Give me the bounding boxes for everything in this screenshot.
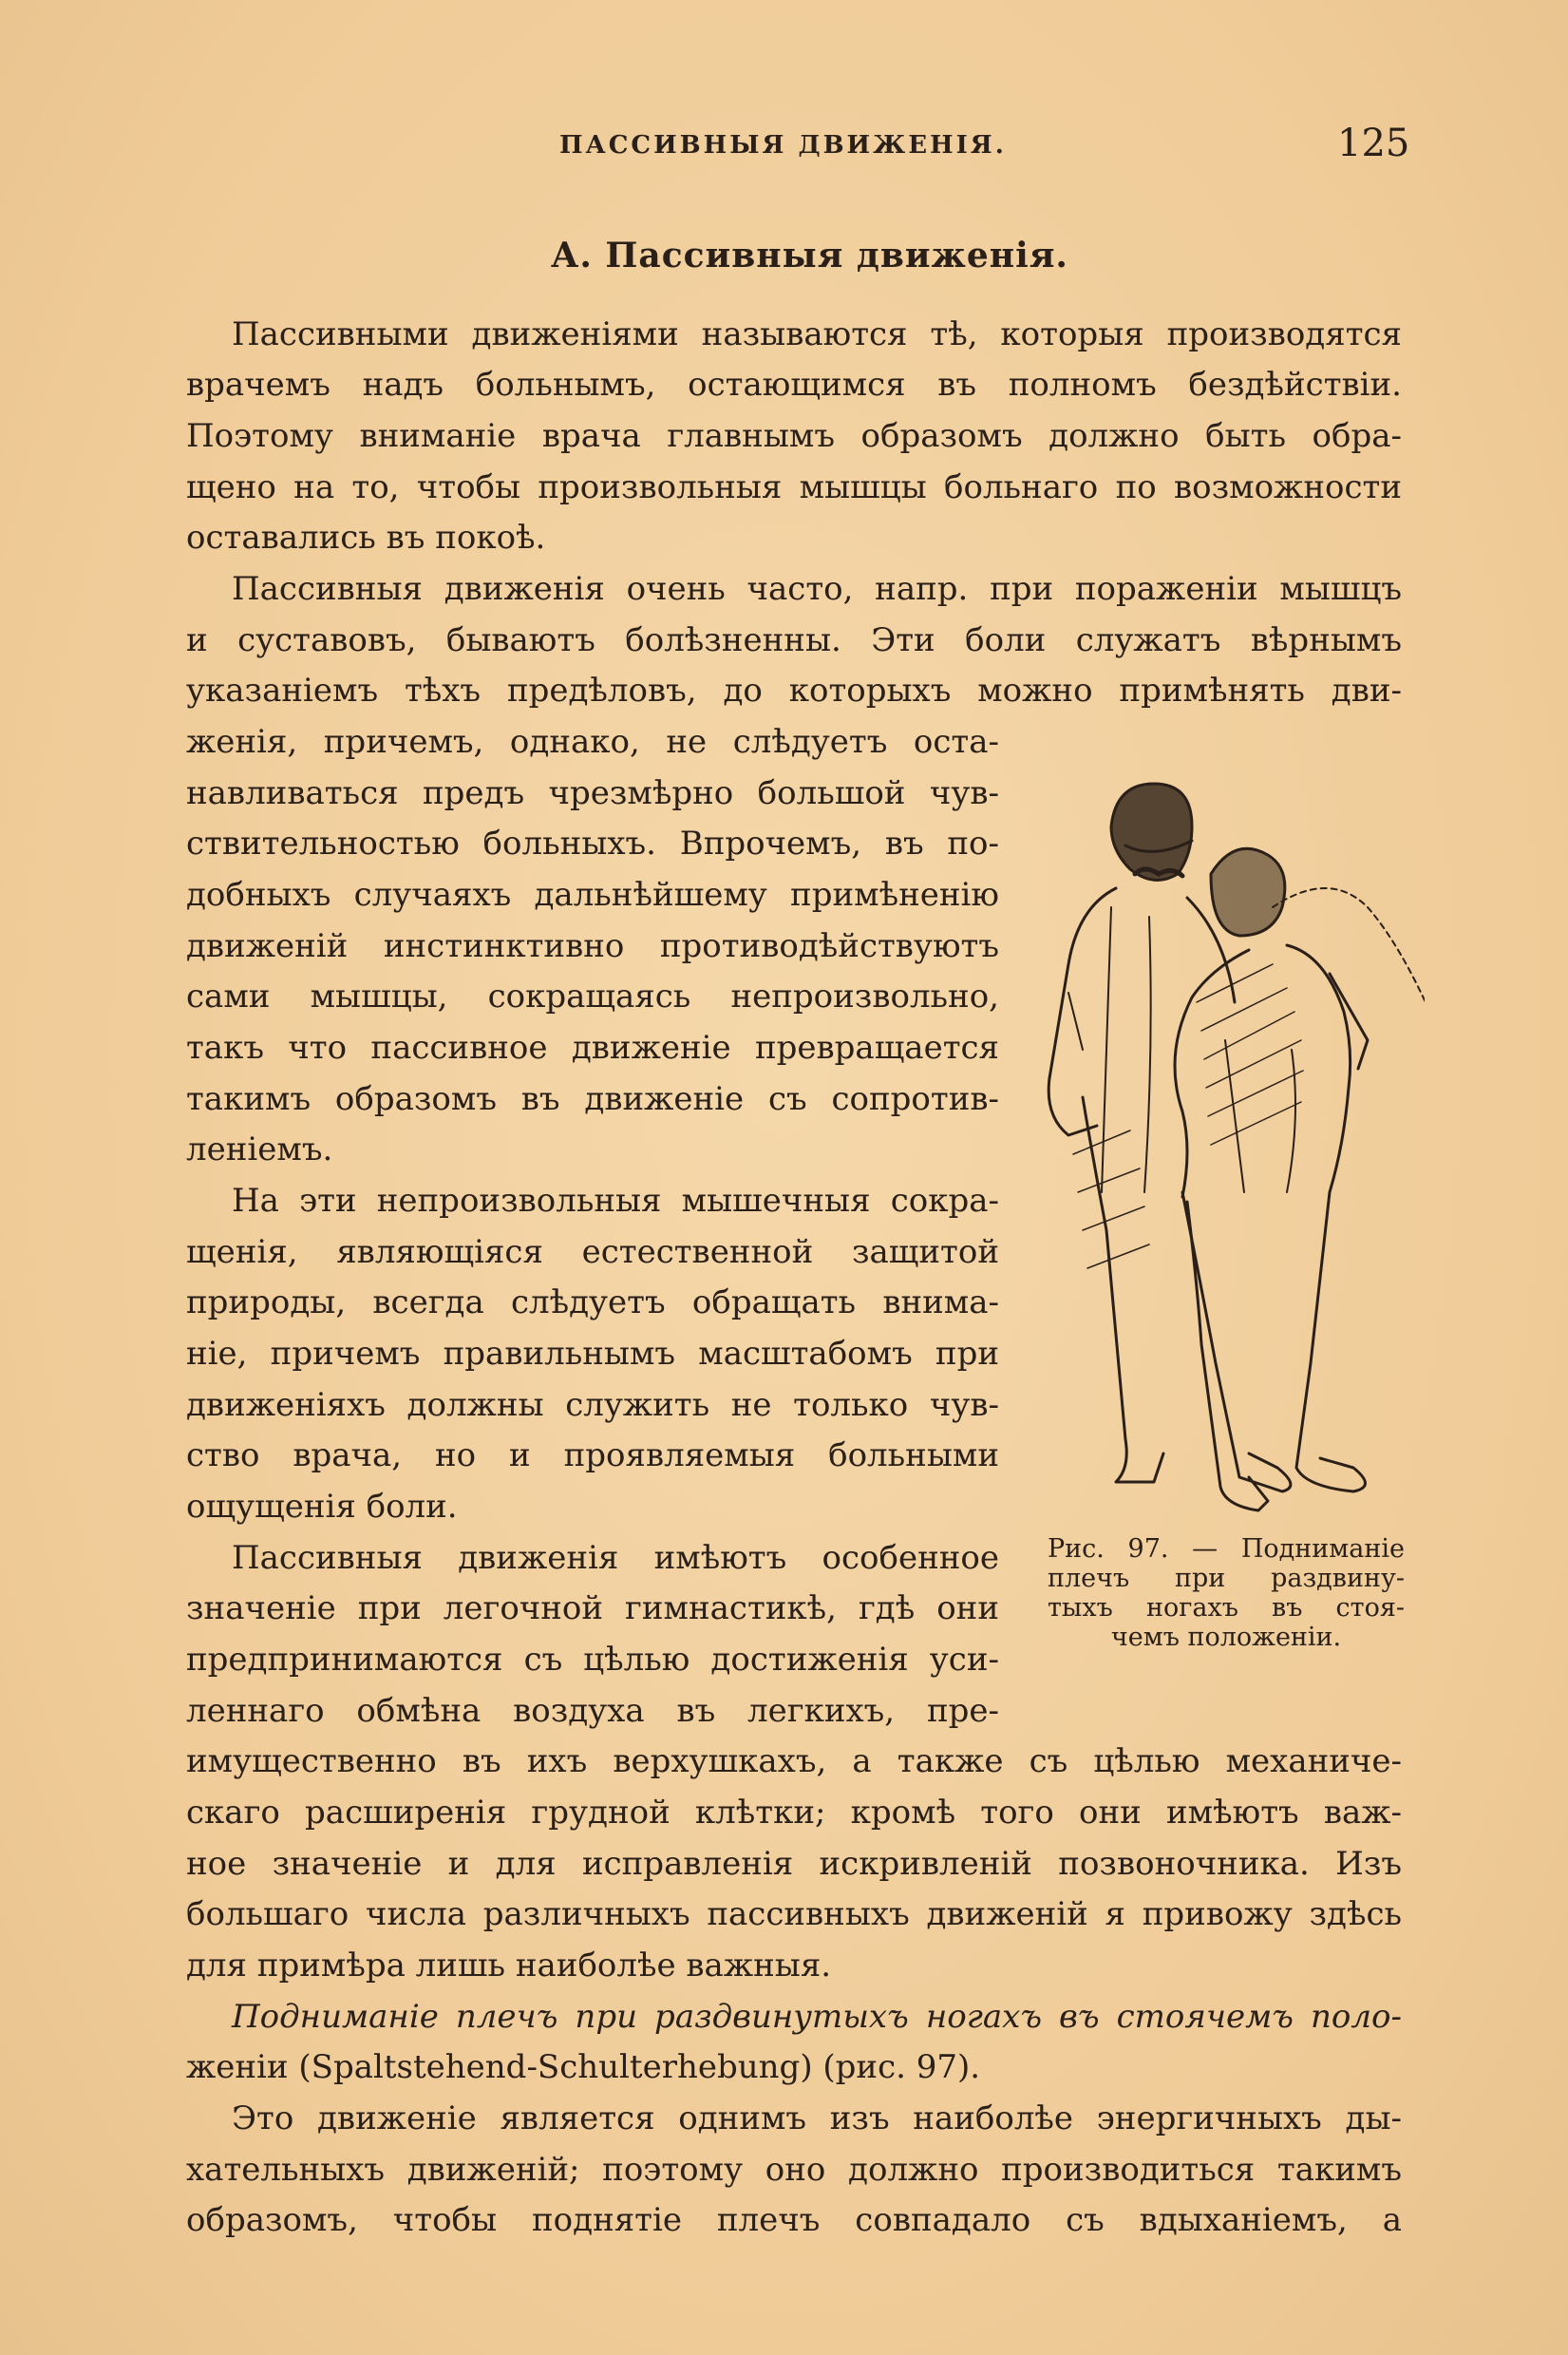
text-line: Поэтому вниманіе врача главнымъ образомъ должно быть обра- [186, 417, 1402, 455]
text-line: добныхъ случаяхъ дальнѣйшему примѣненію [186, 876, 999, 914]
text-line: ствительностью больныхъ. Впрочемъ, въ по- [186, 825, 999, 863]
text-line: Пассивными движеніями называются тѣ, которыя производятся [232, 315, 1402, 353]
section-title: А. Пассивныя движенія. [551, 236, 1068, 275]
text-line: значеніе при легочной гимнастикѣ, гдѣ они [186, 1589, 999, 1627]
page-number: 125 [1337, 122, 1410, 165]
text-line: ное значеніе и для исправленія искривленій позвоночника. Изъ [186, 1845, 1402, 1883]
text-line: врачемъ надъ больнымъ, остающимся въ полномъ бездѣйствіи. [186, 366, 1402, 404]
text-line: оставались въ покоѣ. [186, 519, 546, 557]
text-line: навливаться предъ чрезмѣрно большой чув- [186, 774, 999, 812]
text-line: женіи (Spaltstehend-Schulterhebung) (рис. 97). [186, 2048, 981, 2086]
text-line: образомъ, чтобы поднятіе плечъ совпадало съ вдыханіемъ, а [186, 2201, 1402, 2239]
text-line: такимъ образомъ въ движеніе съ сопротив- [186, 1080, 999, 1118]
text-line: сами мышцы, сокращаясь непроизвольно, [186, 978, 999, 1016]
text-line: имущественно въ ихъ верхушкахъ, а также съ цѣлью механиче- [186, 1742, 1402, 1780]
text-line: природы, всегда слѣдуетъ обращать внима- [186, 1283, 999, 1321]
text-line: предпринимаются съ цѣлью достиженія уси- [186, 1641, 999, 1679]
text-line: движеніяхъ должны служить не только чув- [186, 1386, 999, 1424]
caption-line: плечъ при раздвину- [1048, 1564, 1405, 1593]
text-line: леніемъ. [186, 1130, 333, 1168]
text-line: Пассивныя движенія очень часто, напр. при пораженіи мышцъ [232, 570, 1402, 608]
text-line: Подниманіе плечъ при раздвинутыхъ ногахъ въ стоячемъ поло- [232, 1998, 1402, 2036]
text-line: скаго расширенія грудной клѣтки; кромѣ того они имѣютъ важ- [186, 1794, 1402, 1832]
caption-line: тыхъ ногахъ въ стоя- [1048, 1593, 1405, 1623]
caption-line: Рис. 97. — Подниманіе [1048, 1534, 1405, 1564]
text-line: ство врача, но и проявляемыя больными [186, 1436, 999, 1474]
caption-line: чемъ положеніи. [1110, 1623, 1342, 1652]
text-line: Пассивныя движенія имѣютъ особенное [232, 1539, 999, 1577]
running-title: ПАССИВНЫЯ ДВИЖЕНІЯ. [559, 131, 1007, 160]
text-line: большаго числа различныхъ пассивныхъ движеній я привожу здѣсь [186, 1895, 1402, 1933]
text-line: Это движеніе является однимъ изъ наиболѣе энергичныхъ ды- [232, 2099, 1402, 2137]
text-line: указаніемъ тѣхъ предѣловъ, до которыхъ можно примѣнять дви- [186, 672, 1402, 710]
figure-97-illustration [1045, 755, 1425, 1520]
text-line: ніе, причемъ правильнымъ масштабомъ при [186, 1335, 999, 1373]
text-line: На эти непроизвольныя мышечныя сокра- [232, 1182, 999, 1220]
text-line: для примѣра лишь наиболѣе важныя. [186, 1947, 832, 1985]
text-line: и суставовъ, бываютъ болѣзненны. Эти боли служатъ вѣрнымъ [186, 621, 1402, 659]
text-line: щено на то, чтобы произвольныя мышцы больнаго по возможности [186, 468, 1402, 506]
text-line: такъ что пассивное движеніе превращается [186, 1029, 999, 1067]
text-line: движеній инстинктивно противодѣйствуютъ [186, 927, 999, 965]
text-line: хательныхъ движеній; поэтому оно должно производиться такимъ [186, 2151, 1402, 2189]
text-line: женія, причемъ, однако, не слѣдуетъ оста- [186, 723, 999, 761]
text-line: леннаго обмѣна воздуха въ легкихъ, пре- [186, 1692, 999, 1730]
text-line: ощущенія боли. [186, 1488, 458, 1526]
text-line: щенія, являющіяся естественной защитой [186, 1233, 999, 1271]
figure-caption [1048, 1534, 1405, 1652]
